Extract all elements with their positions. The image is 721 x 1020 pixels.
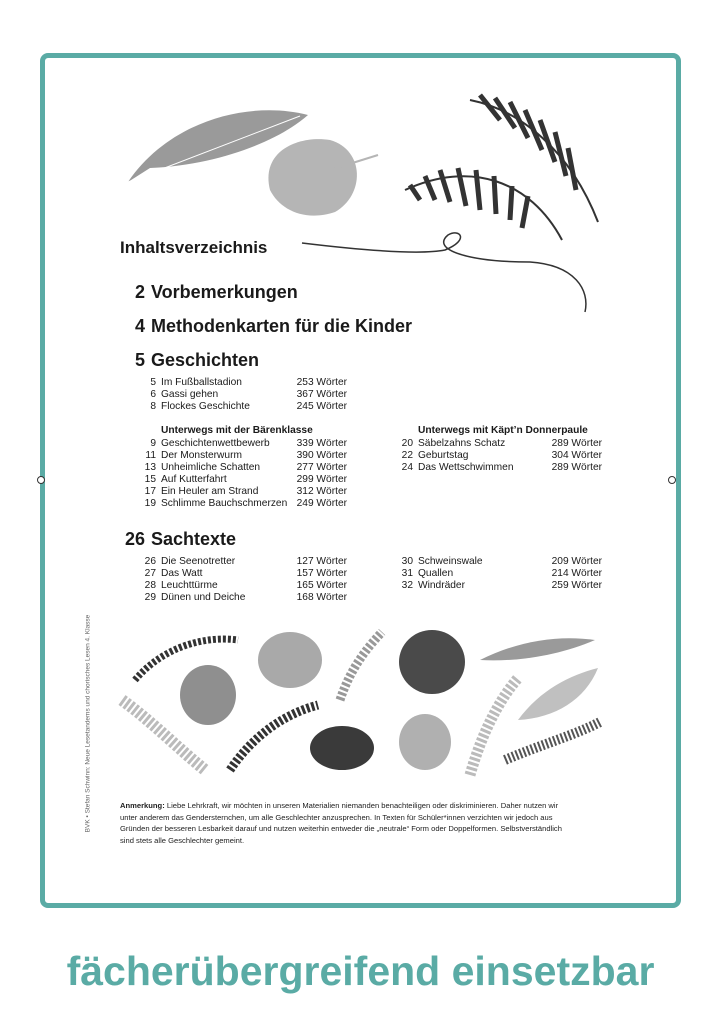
- sachtexte-list-right: [377, 556, 602, 592]
- word-count: 249 Wörter: [296, 498, 347, 510]
- page-number: 29: [144, 592, 156, 604]
- page-number: 8: [150, 401, 156, 413]
- entry-title: Leuchttürme: [161, 580, 218, 592]
- toc-row: [120, 450, 347, 462]
- toc-row: [120, 486, 347, 498]
- word-count: 277 Wörter: [296, 462, 347, 474]
- entry-title: Flockes Geschichte: [161, 401, 250, 413]
- page-number: 6: [150, 389, 156, 401]
- note-label: Anmerkung:: [120, 801, 165, 810]
- toc-row: [377, 450, 602, 462]
- toc-row: [377, 462, 602, 474]
- page-number: 9: [150, 438, 156, 449]
- chapter-entry: 2 Vorbemerkungen: [134, 282, 298, 302]
- section-heading: Unterwegs mit Käpt’n Donnerpaule: [418, 425, 588, 436]
- word-count: 299 Wörter: [296, 474, 347, 486]
- word-count: 289 Wörter: [551, 438, 602, 449]
- word-count: 168 Wörter: [296, 592, 347, 604]
- word-count: 214 Wörter: [551, 568, 602, 580]
- entry-title: Säbelzahns Schatz: [418, 438, 506, 449]
- entry-title: Ein Heuler am Strand: [161, 486, 259, 498]
- toc-title: Inhaltsverzeichnis: [120, 238, 268, 257]
- entry-title: Geburtstag: [418, 450, 469, 462]
- page-number: 30: [401, 556, 413, 567]
- side-credit: BVK • Stefan Schwinn: Neue Lesetandems und chorisches Lesen 4. Klasse: [84, 614, 92, 833]
- chapter-entry: 4 Methodenkarten für die Kinder: [134, 316, 413, 336]
- word-count: 127 Wörter: [296, 556, 347, 567]
- word-count: 304 Wörter: [551, 450, 602, 462]
- page-number: 20: [401, 438, 413, 449]
- page-number: 26: [144, 556, 156, 567]
- toc-row: [120, 592, 347, 604]
- word-count: 289 Wörter: [551, 462, 602, 474]
- word-count: 367 Wörter: [296, 389, 347, 401]
- page-number: 28: [144, 580, 156, 592]
- geschichten-list: [120, 377, 347, 413]
- leaf-collage-icon: [122, 630, 600, 775]
- toc-row: [120, 438, 347, 450]
- note: [120, 800, 570, 846]
- page-number: 11: [145, 450, 156, 462]
- toc-row: [120, 401, 347, 413]
- page-number: 19: [144, 498, 156, 510]
- note-text: Liebe Lehrkraft, wir möchten in unseren Materialien niemanden benachteiligen oder diskriminieren. Daher nutzen wir unter anderem das Gendersternchen, um alle Geschlechter anzusprechen. In Texten für Schüler*innen verzichten wir jedoch aus Gründen der besseren Lesbarkeit darauf und nutzen weiterhin entweder die „neutrale“ Form oder Doppelformen. Selbstverständlich sind stets alle Geschlechter gemeint.: [120, 801, 562, 845]
- page-number: 22: [401, 450, 413, 462]
- word-count: 312 Wörter: [296, 486, 347, 498]
- word-count: 253 Wörter: [296, 377, 347, 388]
- chapter-entry: 26 Sachtexte: [124, 529, 237, 549]
- page-number: 32: [401, 580, 413, 592]
- toc-row: [120, 377, 347, 389]
- entry-title: Der Monsterwurm: [161, 450, 242, 462]
- entry-title: Die Seenotretter: [161, 556, 236, 567]
- toc-row: [120, 474, 347, 486]
- word-count: 209 Wörter: [551, 556, 602, 567]
- page-number: 5: [150, 377, 156, 388]
- toc-row: [120, 556, 347, 568]
- bottom-banner: fächerübergreifend einsetzbar: [66, 948, 655, 994]
- page-number: 17: [144, 486, 156, 498]
- word-count: 245 Wörter: [296, 401, 347, 413]
- word-count: 165 Wörter: [296, 580, 347, 592]
- entry-title: Quallen: [418, 568, 454, 580]
- entry-title: Das Watt: [161, 568, 203, 580]
- baerenklasse-list: [120, 425, 347, 511]
- page-number: 15: [144, 474, 156, 486]
- section-heading: Unterwegs mit der Bärenklasse: [161, 425, 313, 436]
- chapter-entry: 5 Geschichten: [134, 350, 260, 370]
- entry-title: Unheimliche Schatten: [161, 462, 261, 474]
- sachtexte-list-left: [120, 556, 347, 604]
- entry-title: Im Fußballstadion: [161, 377, 242, 388]
- word-count: 339 Wörter: [296, 438, 347, 449]
- entry-title: Schlimme Bauchschmerzen: [161, 498, 288, 510]
- entry-title: Windräder: [418, 580, 465, 592]
- toc-row: [120, 462, 347, 474]
- monstera-leaf-icon: [268, 139, 378, 216]
- page-number: 31: [401, 568, 413, 580]
- entry-title: Auf Kutterfahrt: [161, 474, 227, 486]
- entry-title: Dünen und Deiche: [161, 592, 246, 604]
- word-count: 259 Wörter: [551, 580, 602, 592]
- entry-title: Geschichtenwettbewerb: [161, 438, 270, 449]
- toc-row: [120, 580, 347, 592]
- entry-title: Schweinswale: [418, 556, 483, 567]
- palm-leaf-icon: [405, 95, 598, 240]
- entry-title: Gassi gehen: [161, 389, 219, 401]
- entry-title: Das Wettschwimmen: [418, 462, 514, 474]
- word-count: 390 Wörter: [296, 450, 347, 462]
- word-count: 157 Wörter: [296, 568, 347, 580]
- toc-row: [120, 498, 347, 510]
- page-number: 24: [401, 462, 413, 474]
- toc-row: [120, 389, 347, 401]
- page-number: 13: [144, 462, 156, 474]
- toc-row: [377, 568, 602, 580]
- decorative-swirl: [302, 233, 586, 312]
- page-number: 27: [144, 568, 156, 580]
- donnerpaule-list: [377, 425, 602, 474]
- toc-row: [377, 438, 602, 450]
- toc-row: [377, 556, 602, 568]
- toc-row: [377, 580, 602, 592]
- toc-row: [120, 568, 347, 580]
